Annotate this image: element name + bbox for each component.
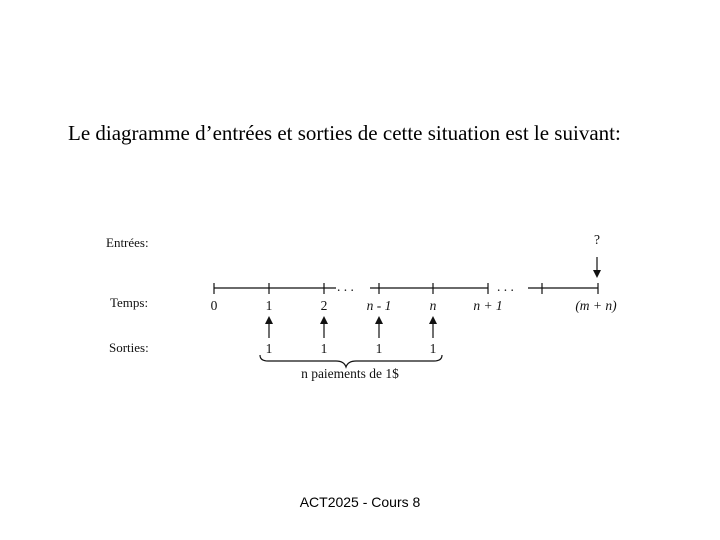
time-label-m-plus-n: (m + n)	[575, 298, 617, 313]
gap-marker-2: . . .	[497, 279, 514, 294]
time-label-n: n	[429, 298, 437, 313]
sortie-amount-2: 1	[320, 341, 328, 356]
row-label-sorties: Sorties:	[109, 340, 149, 355]
time-label-1: 1	[265, 298, 273, 313]
row-label-entrees: Entrées:	[106, 235, 149, 250]
time-label-n-plus-1: n + 1	[473, 298, 503, 313]
sortie-arrows	[269, 320, 433, 338]
sortie-amount-1: 1	[265, 341, 273, 356]
time-label-n-1: n - 1	[366, 298, 392, 313]
row-label-temps: Temps:	[110, 295, 149, 310]
time-label-0: 0	[210, 298, 218, 313]
brace-label: n paiements de 1$	[301, 366, 399, 381]
sortie-amount-3: 1	[375, 341, 383, 356]
intro-text: Le diagramme d’entrées et sorties de cette situation est le suivant:	[68, 121, 621, 145]
gap-marker-1: . . .	[337, 279, 354, 294]
footer-course-label: ACT2025 - Cours 8	[299, 494, 421, 510]
sortie-amount-4: 1	[429, 341, 437, 356]
entree-label: ?	[594, 232, 600, 247]
time-label-2: 2	[320, 298, 328, 313]
